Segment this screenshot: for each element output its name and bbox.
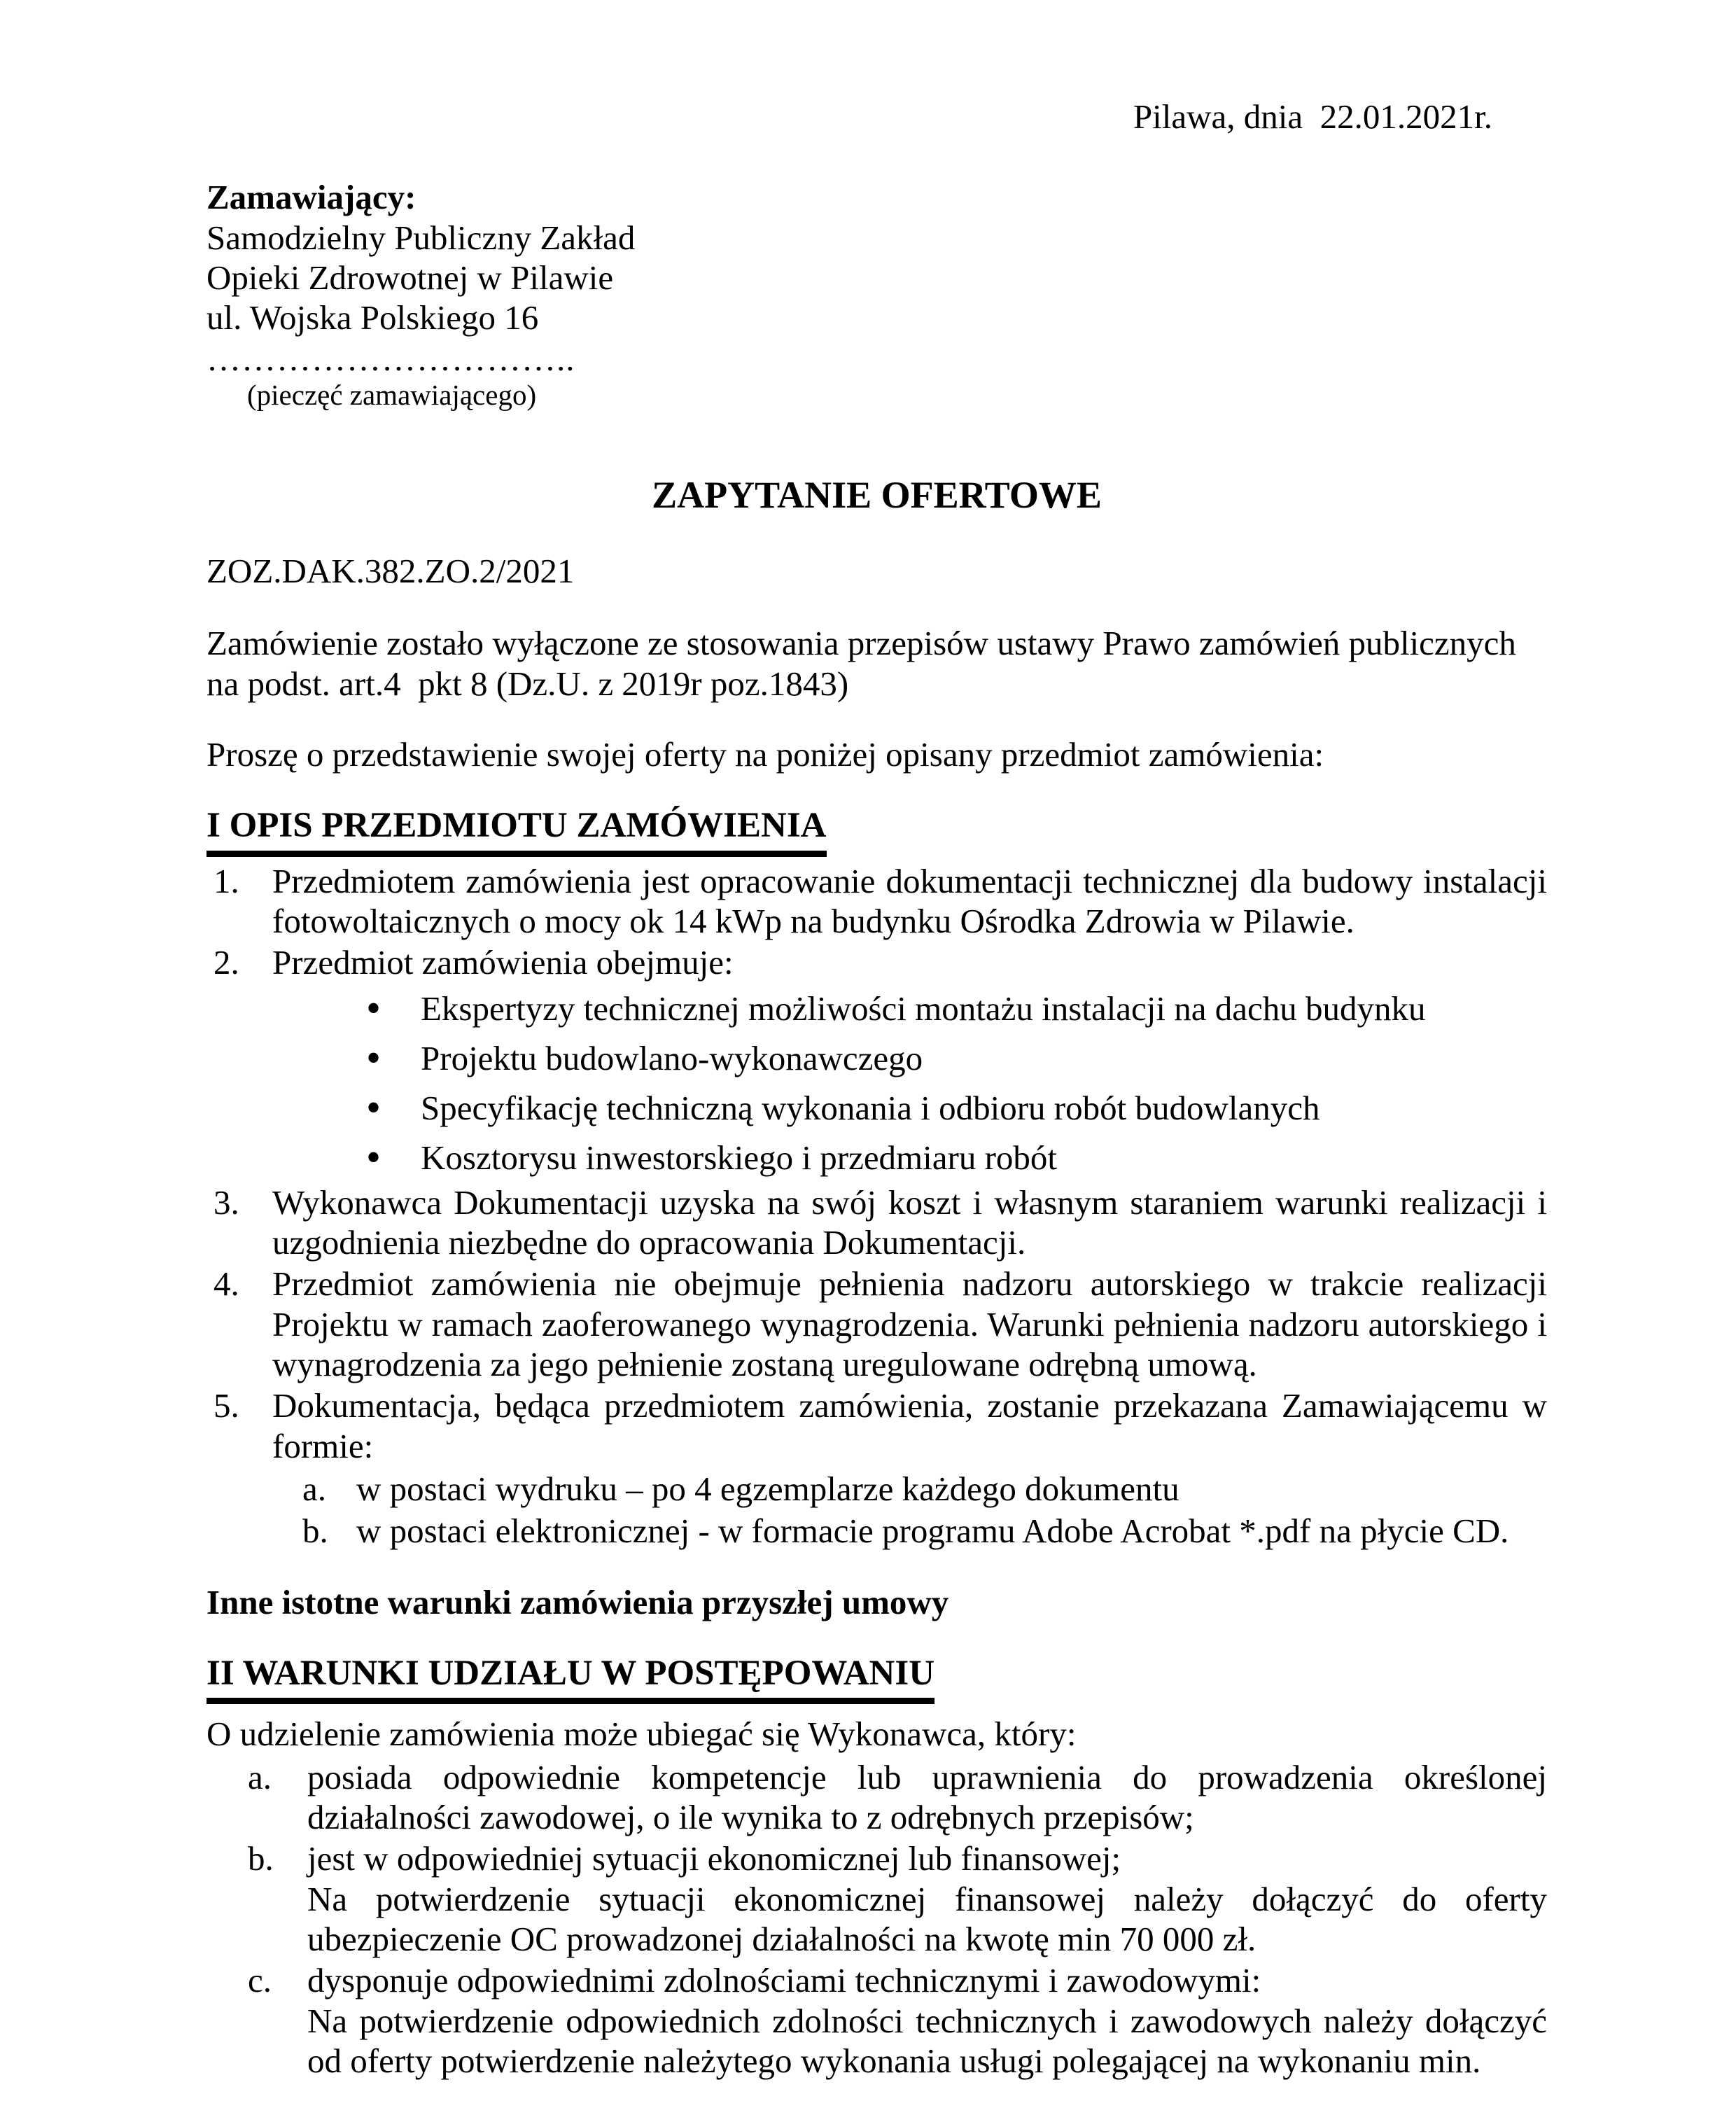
stamp-caption: (pieczęć zamawiającego): [247, 378, 537, 411]
list-marker: b.: [302, 1512, 328, 1551]
orderer-line-3: ul. Wojska Polskiego 16: [206, 298, 539, 337]
list-item-4: [214, 1264, 1547, 1384]
request-paragraph: Proszę o przedstawienie swojej oferty na poniżej opisany przedmiot zamówienia:: [206, 735, 1324, 774]
list-marker: 4.: [214, 1264, 239, 1304]
bullet-item-text: Projektu budowlano-wykonawczego: [421, 1038, 923, 1077]
section-2-heading: [206, 1653, 1547, 1704]
list-marker: a.: [248, 1757, 272, 1796]
condition-body: [307, 1757, 1547, 1838]
section-1-heading-text: I OPIS PRZEDMIOTU ZAMÓWIENIA: [206, 805, 827, 856]
list-marker: b.: [248, 1839, 274, 1878]
bullet-item-text: Ekspertyzy technicznej możliwości montażu instalacji na dachu budynku: [421, 989, 1426, 1028]
condition-text: dysponuje odpowiednimi zdolnościami technicznymi i zawodowymi:: [307, 1961, 1261, 2000]
section-2-heading-text: II WARUNKI UDZIAŁU W POSTĘPOWANIU: [206, 1653, 934, 1704]
bullet-icon: •: [366, 1034, 382, 1081]
list-item-text: Przedmiotem zamówienia jest opracowanie dokumentacji technicznej dla budowy instalacji fotowoltaicznych o mocy ok 14 kWp na budynku Ośrodka Zdrowia w Pilawie.: [272, 861, 1547, 940]
bullet-item: [366, 1134, 1547, 1181]
other-terms-heading: Inne istotne warunki zamówienia przyszłej umowy: [206, 1582, 949, 1621]
list-item-1: [214, 861, 1547, 942]
document-title: ZAPYTANIE OFERTOWE: [652, 473, 1102, 516]
condition-note: Na potwierdzenie sytuacji ekonomicznej finansowej należy dołączyć do oferty ubezpieczenie OC prowadzonej działalności na kwotę min 70 000 zł.: [307, 1879, 1547, 1958]
bullet-item: [366, 984, 1547, 1031]
orderer-block: [206, 177, 1547, 412]
sublist-item-text: w postaci wydruku – po 4 egzemplarze każdego dokumentu: [356, 1470, 1180, 1509]
list-item-text: Dokumentacja, będąca przedmiotem zamówienia, zostanie przekazana Zamawiającemu w formie:: [272, 1386, 1547, 1465]
section-2-list: [248, 1757, 1547, 2081]
list-marker: 2.: [214, 943, 239, 982]
orderer-line-2: Opieki Zdrowotnej w Pilawie: [206, 258, 614, 297]
delivery-form-sublist: [302, 1469, 1547, 1551]
bullet-item-text: Kosztorysu inwestorskiego i przedmiaru robót: [421, 1138, 1058, 1178]
section-1-list: [214, 861, 1547, 1551]
list-marker: a.: [302, 1470, 326, 1509]
section-2-intro: O udzielenie zamówienia może ubiegać się Wykonawca, który:: [206, 1715, 1077, 1754]
stamp-dotted-line: …………………………..: [206, 339, 575, 378]
condition-note: Na potwierdzenie odpowiednich zdolności technicznych i zawodowych należy dołączyć od oferty potwierdzenie należytego wykonania usługi polegającej na wykonaniu min.: [307, 2001, 1547, 2080]
condition-text: posiada odpowiednie kompetencje lub uprawnienia do prowadzenia określonej działalności zawodowej, o ile wynika to z odrębnych przepisów;: [307, 1757, 1547, 1836]
list-item-2: [214, 942, 1547, 982]
reference-number: ZOZ.DAK.382.ZO.2/2021: [206, 552, 575, 591]
list-marker: 5.: [214, 1386, 239, 1425]
condition-item-b: [248, 1838, 1547, 1959]
list-item-5: [214, 1385, 1547, 1466]
sublist-item-text: w postaci elektronicznej - w formacie programu Adobe Acrobat *.pdf na płycie CD.: [356, 1512, 1509, 1551]
bullet-item-text: Specyfikację techniczną wykonania i odbioru robót budowlanych: [421, 1089, 1320, 1128]
list-marker: 3.: [214, 1182, 239, 1222]
section-1-heading: [206, 805, 1547, 856]
scope-bullet-list: [366, 984, 1547, 1181]
condition-item-a: [248, 1757, 1547, 1838]
list-marker: c.: [248, 1961, 272, 2000]
list-item-text: Przedmiot zamówienia nie obejmuje pełnienia nadzoru autorskiego w trakcie realizacji Projektu w ramach zaoferowanego wynagrodzenia. Warunki pełnienia nadzoru autorskiego i wynagrodzenia za jego pełnienie zostaną uregulowane odrębną umową.: [272, 1264, 1547, 1384]
sublist-item-b: [302, 1511, 1547, 1551]
orderer-label: Zamawiający:: [206, 178, 416, 217]
bullet-icon: •: [366, 1084, 382, 1131]
list-item-text: Wykonawca Dokumentacji uzyska na swój koszt i własnym staraniem warunki realizacji i uzgodnienia niezbędne do opracowania Dokumentacji.: [272, 1182, 1547, 1262]
condition-text: jest w odpowiedniej sytuacji ekonomicznej lub finansowej;: [307, 1839, 1121, 1878]
condition-body: [307, 1960, 1547, 2081]
list-item-3: [214, 1182, 1547, 1263]
bullet-icon: •: [366, 984, 382, 1031]
condition-item-c: [248, 1960, 1547, 2081]
exclusion-paragraph: Zamówienie zostało wyłączone ze stosowania przepisów ustawy Prawo zamówień publicznych na podst. art.4 pkt 8 (Dz.U. z 2019r poz.1843): [206, 624, 1525, 703]
bullet-item: [366, 1084, 1547, 1131]
orderer-line-1: Samodzielny Publiczny Zakład: [206, 218, 636, 257]
date-line: Pilawa, dnia 22.01.2021r.: [1133, 97, 1492, 136]
sublist-item-a: [302, 1469, 1547, 1509]
condition-body: [307, 1838, 1547, 1959]
list-marker: 1.: [214, 861, 239, 900]
list-item-text: Przedmiot zamówienia obejmuje:: [272, 943, 734, 982]
bullet-item: [366, 1034, 1547, 1081]
bullet-icon: •: [366, 1134, 382, 1181]
